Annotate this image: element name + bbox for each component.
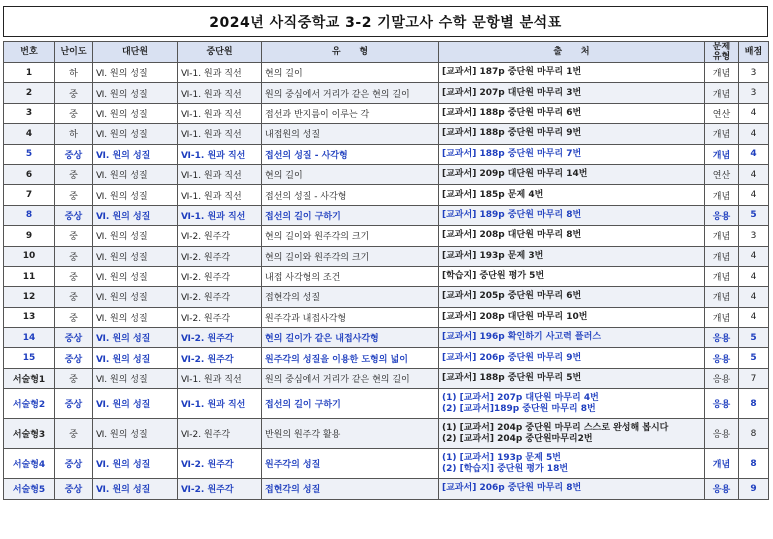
table-row [4,103,769,123]
row-minor-unit: Ⅵ-2. 원주각 [178,419,262,449]
table-row [4,164,769,184]
row-score: 4 [739,103,769,123]
row-major-unit: Ⅵ. 원의 성질 [93,164,178,184]
row-question-type: 개념 [705,226,739,246]
row-minor-unit: Ⅵ-2. 원주각 [178,307,262,327]
row-major-unit: Ⅵ. 원의 성질 [93,226,178,246]
row-major-unit: Ⅵ. 원의 성질 [93,185,178,205]
source-line: [교과서] 187p 중단원 마무리 1번 [442,67,582,78]
row-source [439,144,705,164]
row-minor-unit: Ⅵ-1. 원과 직선 [178,205,262,225]
row-source [439,328,705,348]
row-difficulty: 중 [55,368,93,388]
row-difficulty: 중상 [55,449,93,479]
row-minor-unit: Ⅵ-1. 원과 직선 [178,63,262,83]
row-major-unit: Ⅵ. 원의 성질 [93,287,178,307]
table-body [4,63,769,500]
row-number: 14 [4,328,55,348]
row-major-unit: Ⅵ. 원의 성질 [93,124,178,144]
row-type: 원주각의 성질을 이용한 도형의 넓이 [262,348,439,368]
row-question-type: 응용 [705,479,739,499]
row-minor-unit: Ⅵ-1. 원과 직선 [178,103,262,123]
row-source [439,205,705,225]
row-source [439,63,705,83]
row-source [439,419,705,449]
row-number: 9 [4,226,55,246]
row-difficulty: 중상 [55,205,93,225]
row-source [439,287,705,307]
row-source [439,164,705,184]
source-line: [교과서] 189p 중단원 마무리 8번 [442,209,582,220]
row-type: 현의 길이와 원주각의 크기 [262,246,439,266]
row-source [439,368,705,388]
row-type: 접현각의 성질 [262,287,439,307]
row-number: 11 [4,266,55,286]
row-number: 3 [4,103,55,123]
row-type: 접선의 길이 구하기 [262,389,439,419]
row-question-type: 응용 [705,368,739,388]
row-question-type: 개념 [705,63,739,83]
table-row [4,124,769,144]
row-number: 서술형3 [4,419,55,449]
row-source [439,124,705,144]
row-minor-unit: Ⅵ-2. 원주각 [178,226,262,246]
source-line: [교과서] 206p 중단원 마무리 9번 [442,352,582,363]
row-difficulty: 중 [55,103,93,123]
row-type: 접선의 성질 - 사각형 [262,185,439,205]
source-line: (2) [학습지] 중단원 평가 18번 [442,463,569,474]
row-question-type: 응용 [705,328,739,348]
row-type: 현의 길이와 원주각의 크기 [262,226,439,246]
row-question-type: 연산 [705,164,739,184]
analysis-table [3,41,769,500]
row-difficulty: 하 [55,124,93,144]
row-score: 4 [739,287,769,307]
source-line: [교과서] 209p 대단원 마무리 14번 [442,169,588,180]
row-type: 현의 길이 [262,164,439,184]
row-type: 원주각의 성질 [262,449,439,479]
row-score: 3 [739,83,769,103]
row-source [439,83,705,103]
row-score: 3 [739,226,769,246]
row-number: 서술형5 [4,479,55,499]
row-minor-unit: Ⅵ-1. 원과 직선 [178,164,262,184]
header-minor-unit: 중단원 [178,42,262,63]
row-difficulty: 중상 [55,389,93,419]
row-major-unit: Ⅵ. 원의 성질 [93,63,178,83]
row-score: 9 [739,479,769,499]
source-line: [교과서] 208p 대단원 마무리 10번 [442,311,588,322]
row-score: 4 [739,144,769,164]
row-number: 1 [4,63,55,83]
row-number: 15 [4,348,55,368]
row-minor-unit: Ⅵ-2. 원주각 [178,328,262,348]
row-difficulty: 하 [55,63,93,83]
row-source [439,185,705,205]
row-source [439,389,705,419]
row-major-unit: Ⅵ. 원의 성질 [93,307,178,327]
row-question-type: 개념 [705,266,739,286]
row-number: 서술형4 [4,449,55,479]
row-question-type: 개념 [705,287,739,307]
row-minor-unit: Ⅵ-1. 원과 직선 [178,83,262,103]
row-question-type: 개념 [705,185,739,205]
header-no: 번호 [4,42,55,63]
header-source: 출 처 [439,42,705,63]
row-number: 서술형1 [4,368,55,388]
table-row [4,389,769,419]
source-line: (1) [교과서] 193p 문제 5번 [442,452,561,463]
row-major-unit: Ⅵ. 원의 성질 [93,246,178,266]
row-difficulty: 중상 [55,328,93,348]
row-minor-unit: Ⅵ-1. 원과 직선 [178,144,262,164]
row-type: 접선의 길이 구하기 [262,205,439,225]
row-score: 5 [739,348,769,368]
row-minor-unit: Ⅵ-2. 원주각 [178,348,262,368]
row-major-unit: Ⅵ. 원의 성질 [93,479,178,499]
table-row [4,479,769,499]
row-difficulty: 중 [55,419,93,449]
row-number: 6 [4,164,55,184]
row-type: 내접 사각형의 조건 [262,266,439,286]
row-question-type: 개념 [705,449,739,479]
row-question-type: 개념 [705,124,739,144]
row-minor-unit: Ⅵ-2. 원주각 [178,266,262,286]
row-major-unit: Ⅵ. 원의 성질 [93,205,178,225]
header-question-type: 문제 유형 [705,42,739,63]
row-major-unit: Ⅵ. 원의 성질 [93,449,178,479]
source-line: [교과서] 188p 중단원 마무리 9번 [442,128,582,139]
source-line: (1) [교과서] 204p 중단원 마무리 스스로 완성해 봅시다 [442,422,669,433]
table-row [4,287,769,307]
source-line: [교과서] 207p 대단원 마무리 3번 [442,87,582,98]
row-number: 서술형2 [4,389,55,419]
row-major-unit: Ⅵ. 원의 성질 [93,348,178,368]
row-source [439,449,705,479]
row-question-type: 응용 [705,389,739,419]
row-source [439,226,705,246]
row-difficulty: 중상 [55,144,93,164]
row-minor-unit: Ⅵ-2. 원주각 [178,479,262,499]
row-difficulty: 중 [55,307,93,327]
row-minor-unit: Ⅵ-2. 원주각 [178,449,262,479]
source-line: (2) [교과서] 204p 중단원마무리2번 [442,433,593,444]
row-difficulty: 중 [55,246,93,266]
row-major-unit: Ⅵ. 원의 성질 [93,103,178,123]
table-row [4,266,769,286]
row-type: 원의 중심에서 거리가 같은 현의 길이 [262,83,439,103]
row-source [439,307,705,327]
row-number: 10 [4,246,55,266]
source-line: [교과서] 196p 확인하기 사고력 플러스 [442,332,602,343]
table-row [4,246,769,266]
source-line: (1) [교과서] 207p 대단원 마무리 4번 [442,392,599,403]
row-number: 13 [4,307,55,327]
header-row [4,42,769,63]
row-difficulty: 중 [55,164,93,184]
row-minor-unit: Ⅵ-2. 원주각 [178,287,262,307]
row-major-unit: Ⅵ. 원의 성질 [93,419,178,449]
header-difficulty: 난이도 [55,42,93,63]
row-score: 3 [739,63,769,83]
table-row [4,348,769,368]
table-row [4,226,769,246]
row-type: 원의 중심에서 거리가 같은 현의 길이 [262,368,439,388]
row-score: 4 [739,164,769,184]
row-score: 4 [739,124,769,144]
row-major-unit: Ⅵ. 원의 성질 [93,328,178,348]
table-row [4,368,769,388]
row-score: 4 [739,185,769,205]
row-source [439,348,705,368]
row-difficulty: 중 [55,266,93,286]
row-difficulty: 중상 [55,348,93,368]
page-title: 2024년 사직중학교 3-2 기말고사 수학 문항별 분석표 [3,6,768,37]
row-difficulty: 중 [55,287,93,307]
row-difficulty: 중 [55,226,93,246]
row-number: 12 [4,287,55,307]
row-number: 7 [4,185,55,205]
row-question-type: 개념 [705,83,739,103]
row-minor-unit: Ⅵ-1. 원과 직선 [178,124,262,144]
row-major-unit: Ⅵ. 원의 성질 [93,389,178,419]
row-minor-unit: Ⅵ-1. 원과 직선 [178,185,262,205]
row-type: 현의 길이가 같은 내접사각형 [262,328,439,348]
row-major-unit: Ⅵ. 원의 성질 [93,83,178,103]
row-number: 4 [4,124,55,144]
source-line: [교과서] 188p 중단원 마무리 5번 [442,373,582,384]
source-line: [교과서] 188p 중단원 마무리 6번 [442,107,582,118]
row-type: 현의 길이 [262,63,439,83]
source-line: [교과서] 185p 문제 4번 [442,189,544,200]
source-line: [교과서] 205p 중단원 마무리 6번 [442,291,582,302]
header-score: 배점 [739,42,769,63]
row-type: 내접원의 성질 [262,124,439,144]
row-major-unit: Ⅵ. 원의 성질 [93,368,178,388]
row-question-type: 응용 [705,419,739,449]
row-score: 7 [739,368,769,388]
table-row [4,328,769,348]
row-score: 8 [739,419,769,449]
row-question-type: 연산 [705,103,739,123]
source-line: (2) [교과서]189p 중단원 마무리 8번 [442,403,596,414]
row-score: 5 [739,328,769,348]
row-question-type: 응용 [705,348,739,368]
row-score: 4 [739,266,769,286]
row-question-type: 개념 [705,246,739,266]
row-type: 접현각의 성질 [262,479,439,499]
table-row [4,449,769,479]
header-major-unit: 대단원 [93,42,178,63]
row-source [439,479,705,499]
row-difficulty: 중 [55,83,93,103]
table-row [4,419,769,449]
row-type: 접선의 성질 - 사각형 [262,144,439,164]
row-score: 4 [739,307,769,327]
row-difficulty: 중 [55,185,93,205]
source-line: [학습지] 중단원 평가 5번 [442,271,545,282]
table-row [4,144,769,164]
row-source [439,246,705,266]
row-source [439,266,705,286]
row-number: 5 [4,144,55,164]
row-type: 반원의 원주각 활용 [262,419,439,449]
table-row [4,83,769,103]
row-minor-unit: Ⅵ-1. 원과 직선 [178,389,262,419]
row-major-unit: Ⅵ. 원의 성질 [93,144,178,164]
table-row [4,205,769,225]
row-minor-unit: Ⅵ-2. 원주각 [178,246,262,266]
table-row [4,185,769,205]
table-row [4,307,769,327]
row-score: 8 [739,389,769,419]
row-type: 접선과 반지름이 이루는 각 [262,103,439,123]
row-number: 8 [4,205,55,225]
source-line: [교과서] 206p 중단원 마무리 8번 [442,483,582,494]
source-line: [교과서] 208p 대단원 마무리 8번 [442,230,582,241]
row-type: 원주각과 내접사각형 [262,307,439,327]
source-line: [교과서] 188p 중단원 마무리 7번 [442,148,582,159]
row-score: 5 [739,205,769,225]
row-score: 4 [739,246,769,266]
table-row [4,63,769,83]
row-question-type: 개념 [705,307,739,327]
row-score: 8 [739,449,769,479]
row-number: 2 [4,83,55,103]
row-minor-unit: Ⅵ-1. 원과 직선 [178,368,262,388]
row-question-type: 개념 [705,144,739,164]
header-type: 유 형 [262,42,439,63]
row-question-type: 응용 [705,205,739,225]
row-difficulty: 중상 [55,479,93,499]
row-source [439,103,705,123]
row-major-unit: Ⅵ. 원의 성질 [93,266,178,286]
source-line: [교과서] 193p 문제 3번 [442,250,544,261]
